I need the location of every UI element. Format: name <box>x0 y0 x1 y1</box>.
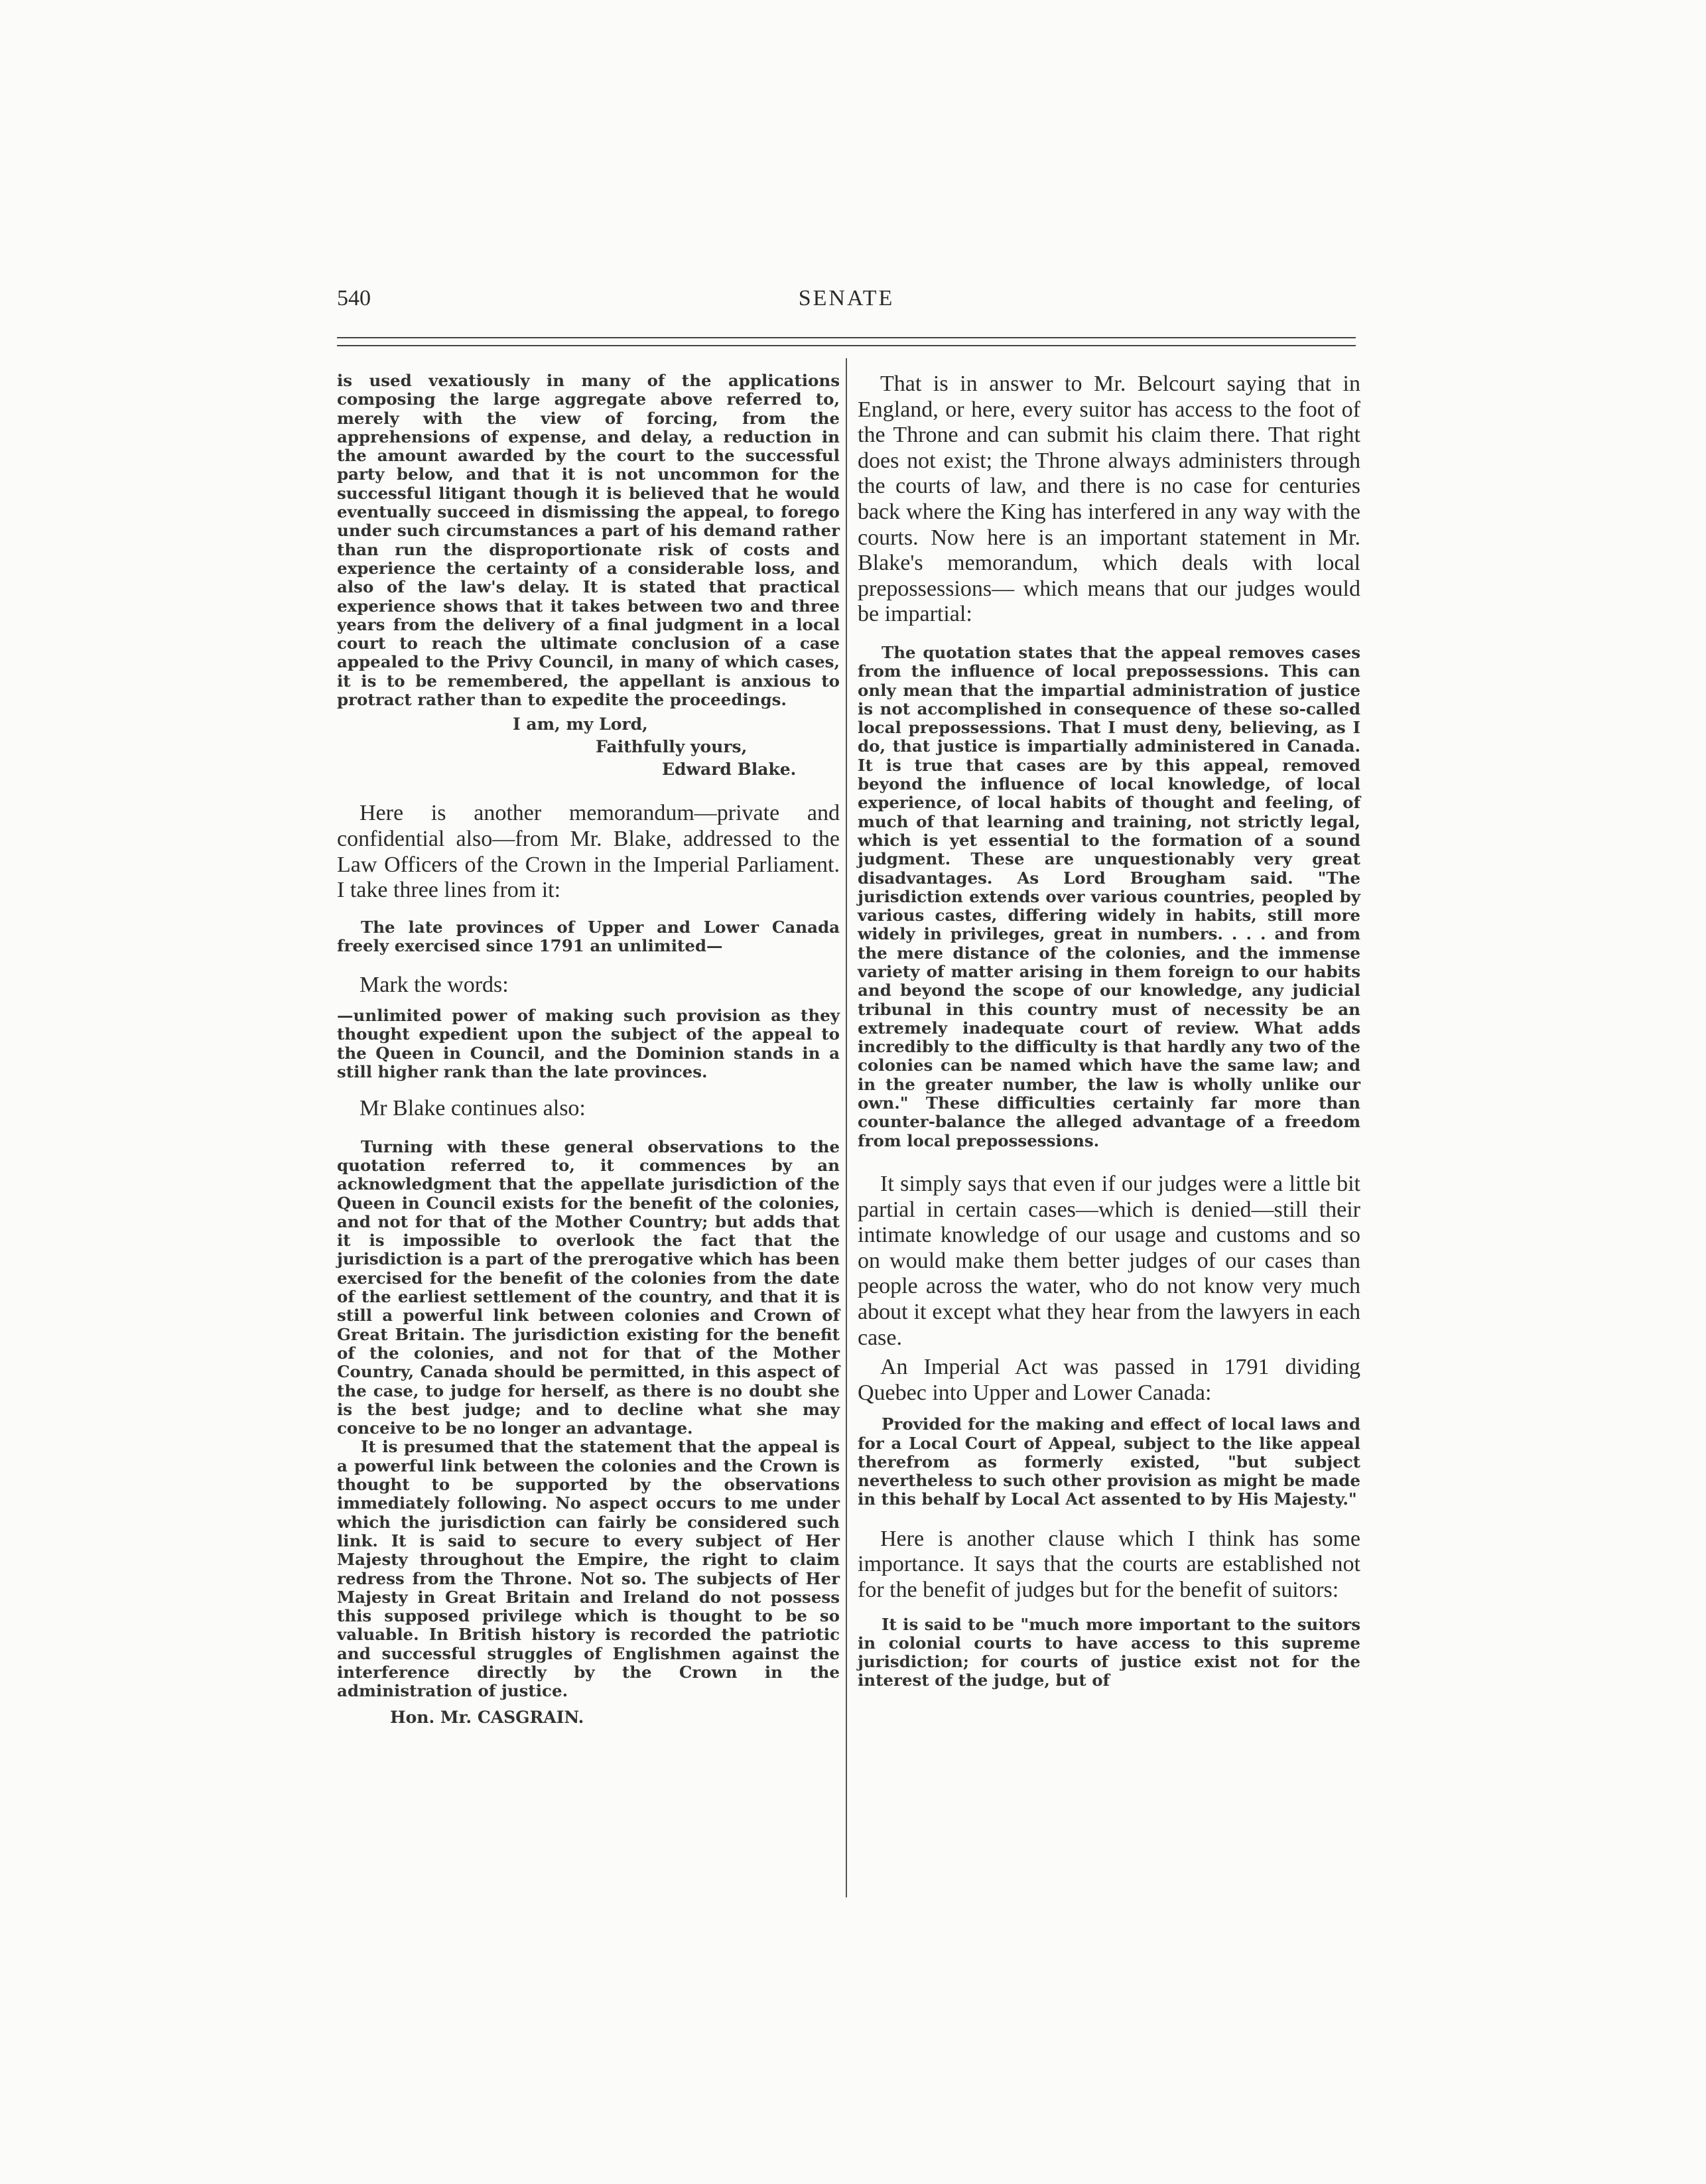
speech-paragraph: Mark the words: <box>360 973 509 998</box>
page-number: 540 <box>337 286 371 310</box>
header-rule-bottom <box>337 345 1356 346</box>
quoted-passage: The late provinces of Upper and Lower Canada freely exercised since 1791 an unlimited— <box>337 917 840 956</box>
speech-paragraph: That is in answer to Mr. Belcourt saying that in England, or here, every suitor has access to the foot of the Throne and can submit his claim there. That right does not exist; the Throne always administers through the courts of law, and there is no case for centuries back where the King has interfered in any way with the courts. Now here is an important statement in Mr. Blake's memorandum, which deals with local prepossessions— which means that our judges would be impartial: <box>858 372 1360 627</box>
quoted-passage: The quotation states that the appeal removes cases from the influence of local prepossessions. This can only mean that the impartial administration of justice is not accomplished in consequence of these so-called local prepossessions. That I must deny, believing, as I do, that justice is impartially administered in Canada. It is true that cases are by this appeal, removed beyond the influence of local knowledge, of local experience, of local habits of thought and feeling, of much of that learning and training, not strictly legal, which is yet essential to the formation of a sound judgment. These are unquestionably very great disadvantages. As Lord Brougham said. "The jurisdiction extends over various countries, peopled by various castes, differing widely in habits, still more widely in privileges, great in numbers. . . . and from the mere distance of the colonies, and the immense variety of matter arising in them foreign to our habits and beyond the scope of our knowledge, any judicial tribunal in this country must of necessity be an extremely inadequate court of review. What adds incredibly to the difficulty is that hardly any two of the colonies can be named which have the same law; and in the greater number, the law is wholly unlike our own." These difficulties certainly far more than counter-balance the alleged advantage of a freedom from local prepossessions. <box>858 642 1360 1150</box>
letter-signature: Edward Blake. <box>662 760 797 780</box>
quoted-passage: Provided for the making and effect of local laws and for a Local Court of Appeal, subject to the like appeal therefrom as formerly existed, "but subject nevertheless to such other provision as might be made in this behalf by Local Act assented to by His Majesty." <box>858 1414 1360 1509</box>
page-header <box>337 284 1356 317</box>
header-rule-top <box>337 337 1356 338</box>
speaker-footer: Hon. Mr. CASGRAIN. <box>390 1707 584 1727</box>
letter-valediction: Faithfully yours, <box>596 737 748 757</box>
running-head: SENATE <box>798 286 895 310</box>
speech-paragraph: Here is another memorandum—private and confidential also—from Mr. Blake, addressed to the Law Officers of the Crown in the Imperial Parliament. I take three lines from it: <box>337 801 840 903</box>
quoted-passage: It is said to be "much more important to the suitors in colonial courts to have access to this supreme jurisdiction; for courts of justice exist not for the interest of the judge, but of <box>858 1614 1360 1690</box>
column-divider <box>846 358 847 1897</box>
speech-paragraph: An Imperial Act was passed in 1791 dividing Quebec into Upper and Lower Canada: <box>858 1355 1360 1405</box>
quoted-passage: It is presumed that the statement that the appeal is a powerful link between the colonies and the Crown is thought to be supported by the observations immediately following. No aspect occurs to me under which the jurisdiction can fairly be considered such link. It is said to secure to every subject of Her Majesty throughout the Empire, the right to claim redress from the Throne. Not so. The subjects of Her Majesty in Great Britain and Ireland do not possess this supposed privilege which is thought to be so valuable. In British history is recorded the patriotic and successful struggles of Englishmen against the interference directly by the Crown in the administration of justice. <box>337 1437 840 1701</box>
speech-paragraph: Here is another clause which I think has some importance. It says that the courts are established not for the benefit of judges but for the benefit of suitors: <box>858 1526 1360 1602</box>
right-column <box>858 372 1360 1690</box>
letter-body: is used vexatiously in many of the applications composing the large aggregate above referred to, merely with the view of forcing, from the apprehensions of expense, and delay, a reduction in the amount awarded by the court to the successful party below, and that it is not uncommon for the successful litigant though it is believed that he would eventually succeed in dismissing the appeal, to forego under such circumstances a part of his demand rather than run the disproportionate risk of costs and experience the certainty of a considerable loss, and also of the law's delay. It is stated that practical experience shows that it takes between two and three years from the delivery of a final judgment in a local court to reach the ultimate conclusion of a case appealed to the Privy Council, in many of which cases, it is to be remembered, the appellant is anxious to protract rather than to expedite the proceedings. <box>337 371 840 710</box>
letter-closing: I am, my Lord, <box>513 715 648 734</box>
left-column <box>337 372 840 1729</box>
speech-paragraph: Mr Blake continues also: <box>360 1096 586 1121</box>
quoted-passage: —unlimited power of making such provision as they thought expedient upon the subject of the appeal to the Queen in Council, and the Dominion stands in a still higher rank than the late provinces. <box>337 1005 840 1081</box>
speech-paragraph: It simply says that even if our judges were a little bit partial in certain cases—which is denied—still their intimate knowledge of our usage and customs and so on would make them better judges of our cases than people across the water, who do not know very much about it except what they hear from the lawyers in each case. <box>858 1171 1360 1350</box>
quoted-passage: Turning with these general observations to the quotation referred to, it commences by an acknowledgment that the appellate jurisdiction of the Queen in Council exists for the benefit of the colonies, and not for that of the Mother Country; but adds that it is impossible to overlook the fact that the jurisdiction is a part of the prerogative which has been exercised for the benefit of the colonies from the date of the earliest settlement of the country, and that it is still a powerful link between colonies and Crown of Great Britain. The jurisdiction existing for the benefit of the colonies, and not for that of the Mother Country, Canada should be permitted, in this aspect of the case, to judge for herself, as there is no doubt she is the best judge; and to decline what she may conceive to be no longer an advantage. <box>337 1136 840 1438</box>
